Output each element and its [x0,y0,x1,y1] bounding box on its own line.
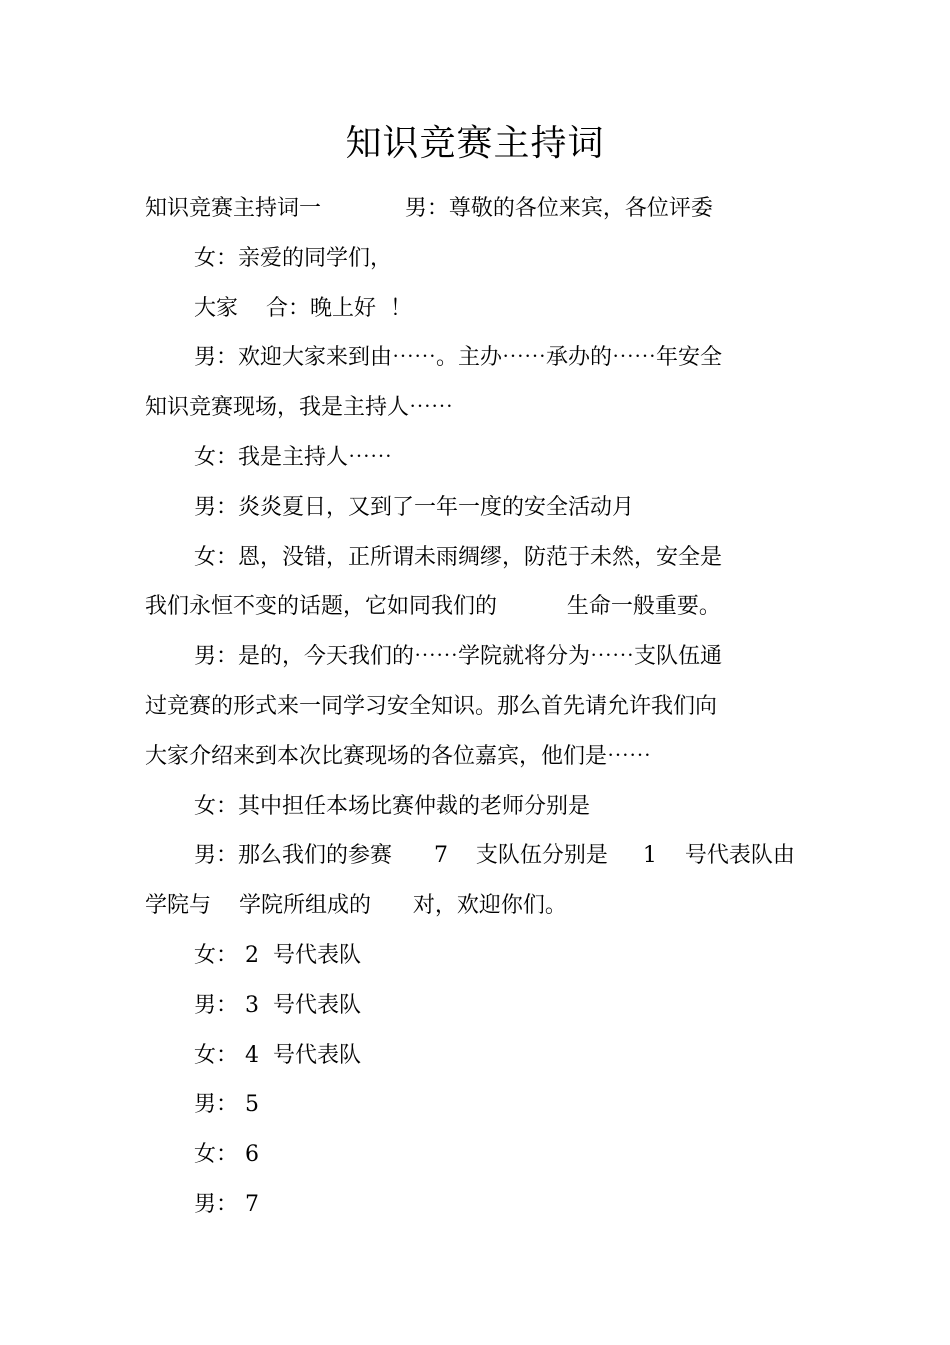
paragraph-line: 男： 3 号代表队 [194,992,361,1018]
paragraph-line: 知识竞赛主持词一 男：尊敬的各位来宾，各位评委 [145,196,713,221]
paragraph-line: 男：炎炎夏日，又到了一年一度的安全活动月 [194,494,635,520]
paragraph-line: 女：亲爱的同学们， [194,245,393,271]
paragraph-line: 过竞赛的形式来一同学习安全知识。那么首先请允许我们向 [145,693,718,719]
document-body [145,184,805,1230]
paragraph-line: 女： 4 号代表队 [194,1042,361,1068]
paragraph-line: 女： 6 [194,1142,259,1168]
paragraph-line: 女： 2 号代表队 [194,942,361,968]
paragraph-line: 知识竞赛现场，我是主持人⋯⋯ [145,395,454,421]
page-title: 知识竞赛主持词 [345,123,605,164]
paragraph-line: 大家介绍来到本次比赛现场的各位嘉宾，他们是⋯⋯ [145,743,652,769]
paragraph-line: 男：欢迎大家来到由⋯⋯。主办⋯⋯承办的⋯⋯年安全 [194,345,723,371]
paragraph-line: 大家 合：晚上好 ！ [194,295,412,321]
paragraph-line: 男：是的，今天我们的⋯⋯学院就将分为⋯⋯支队伍通 [194,644,723,670]
paragraph-line: 女：其中担任本场比赛仲裁的老师分别是 [194,793,591,819]
paragraph-line: 男： 5 [194,1092,259,1118]
paragraph-line: 女：恩，没错，正所谓未雨绸缪，防范于未然，安全是 [194,544,723,570]
paragraph-line: 我们永恒不变的话题，它如同我们的 生命一般重要。 [145,594,721,620]
paragraph-line: 女：我是主持人⋯⋯ [194,444,393,470]
paragraph-line: 学院与 学院所组成的 对，欢迎你们。 [145,893,567,919]
paragraph-line: 男： 7 [194,1191,259,1217]
paragraph-line: 男：那么我们的参赛 7 支队伍分别是 1 号代表队由 [194,843,795,869]
